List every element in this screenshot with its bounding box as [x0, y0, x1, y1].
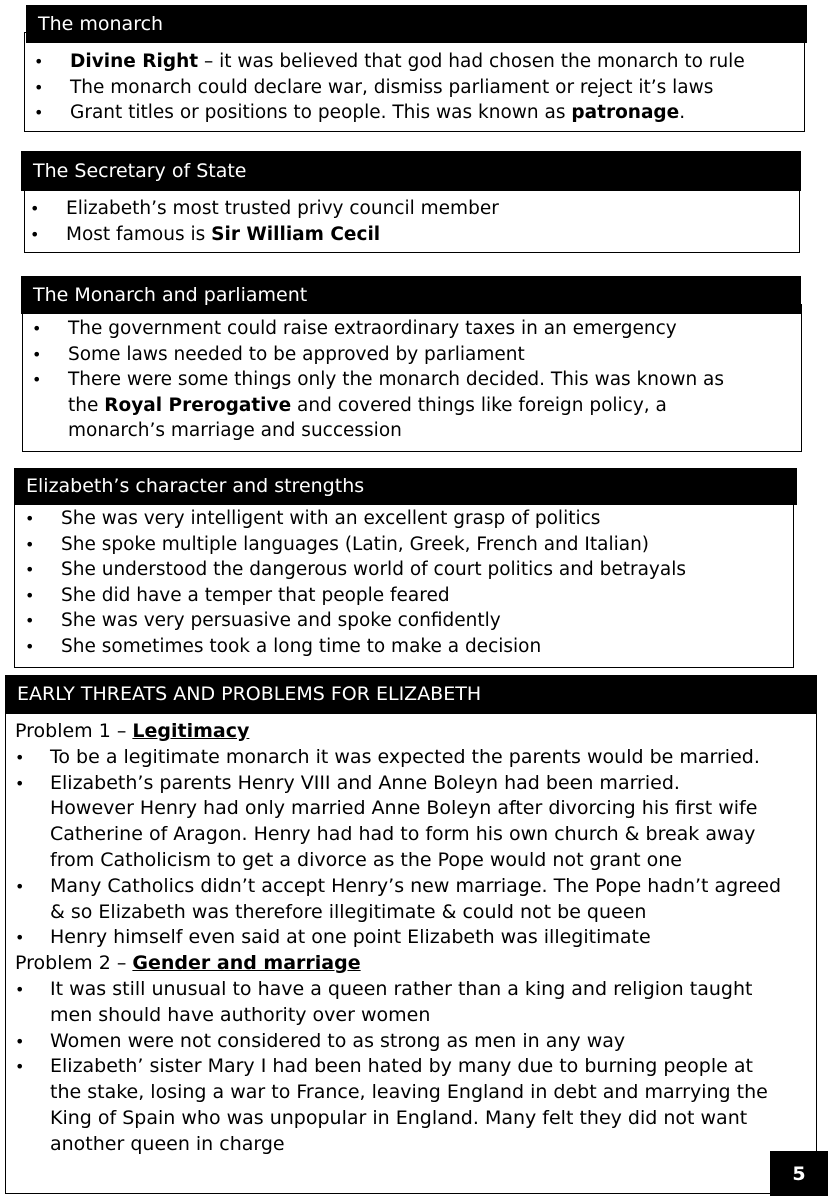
problem2-heading: Problem 2 – Gender and marriage — [15, 952, 361, 975]
threats-header — [5, 675, 817, 714]
list-item: • Women were not considered to as strong as men in any way — [15, 1029, 626, 1052]
list-item: • She sometimes took a long time to make a decision — [25, 635, 542, 657]
list-item: • To be a legitimate monarch it was expected the parents would be married. — [15, 745, 760, 768]
secretary-header — [21, 151, 801, 191]
parliament-title: The Monarch and parliament — [33, 283, 308, 306]
list-item: • The government could raise extraordinary taxes in an emergency — [32, 318, 677, 339]
list-item: • She was very persuasive and spoke confidently — [25, 610, 501, 631]
list-item: • Most famous is Sir William Cecil — [30, 223, 381, 245]
monarch-header — [26, 5, 807, 43]
list-item: • It was still unusual to have a queen rather than a king and religion taught men should have authority over women — [15, 977, 753, 1026]
list-item: • Elizabeth’s most trusted privy council member — [30, 198, 499, 219]
character-list — [25, 506, 790, 659]
parliament-list — [32, 316, 797, 444]
problem1-heading: Problem 1 – Legitimacy — [15, 720, 250, 742]
monarch-list — [34, 49, 804, 126]
problem1-list — [15, 745, 815, 951]
list-item: • She understood the dangerous world of court politics and betrayals — [25, 559, 686, 580]
list-item: • Henry himself even said at one point Elizabeth was illegitimate — [15, 926, 651, 949]
secretary-list — [30, 196, 790, 247]
page-number: 5 — [770, 1151, 828, 1196]
threats-title: EARLY THREATS AND PROBLEMS FOR ELIZABETH — [17, 683, 482, 705]
list-item: • Elizabeth’s parents Henry VIII and Anne Boleyn had been married. However Henry had only married Anne Boleyn after divorcing his first wife Catherine of Aragon. Henry had had to form his own church & break away from Catholicism to get a divorce as the Pope would not grant one — [15, 771, 758, 871]
problem2-list — [15, 977, 815, 1158]
list-item: • There were some things only the monarch decided. This was known as the Royal Prerogative and covered things like foreign policy, a monarch’s marriage and succession — [32, 369, 725, 441]
list-item: • The monarch could declare war, dismiss parliament or reject it’s laws — [34, 76, 714, 98]
list-item: • Some laws needed to be approved by parliament — [32, 343, 525, 365]
character-title: Elizabeth’s character and strengths — [26, 475, 365, 497]
list-item: • Elizabeth’ sister Mary I had been hated by many due to burning people at the stake, losing a war to France, leaving England in debt and marrying the King of Spain who was unpopular in England. Many felt they did not want another queen in charge — [15, 1055, 768, 1155]
threats-content — [15, 719, 815, 1158]
parliament-header — [21, 276, 801, 314]
list-item: • Divine Right – it was believed that god had chosen the monarch to rule — [34, 51, 745, 72]
monarch-title: The monarch — [38, 12, 164, 35]
character-header — [14, 468, 797, 505]
list-item: • Grant titles or positions to people. This was known as patronage. — [34, 102, 686, 123]
list-item: • She spoke multiple languages (Latin, Greek, French and Italian) — [25, 533, 650, 555]
secretary-title: The Secretary of State — [33, 159, 247, 182]
list-item: • She did have a temper that people feared — [25, 584, 450, 606]
list-item: • She was very intelligent with an excellent grasp of politics — [25, 508, 601, 529]
list-item: • Many Catholics didn’t accept Henry’s new marriage. The Pope hadn’t agreed & so Elizabeth was therefore illegitimate & could not be queen — [15, 874, 782, 923]
